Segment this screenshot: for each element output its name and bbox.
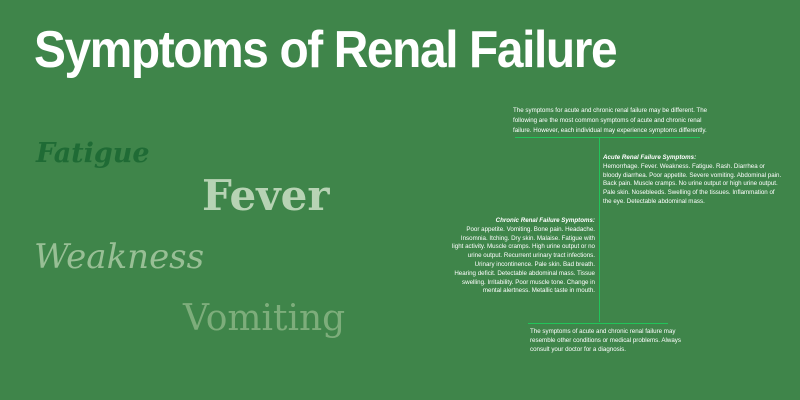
divider-top	[515, 137, 700, 138]
chronic-heading: Chronic Renal Failure Symptoms:	[495, 217, 595, 224]
acute-text: Hemorrhage. Fever. Weakness. Fatigue. Rash. Diarrhea or bloody diarrhea. Poor appetite. Severe vomiting. Abdominal pain. Back pain. Muscle cramps. No urine output or high urine output. Pale skin. Nosebleeds. Swelling of the tissues. Inflammation of the eye. Detectable abdominal mass.	[603, 162, 782, 205]
word-vomiting: Vomiting	[183, 298, 346, 339]
chronic-symptoms	[452, 217, 595, 296]
word-fever: Fever	[202, 171, 330, 220]
outro-text: The symptoms of acute and chronic renal failure may resemble other conditions or medical problems. Always consult your doctor for a diagnosis.	[530, 328, 681, 353]
intro-text: The symptoms for acute and chronic renal failure may be different. The following are the most common symptoms of acute and chronic renal failure. However, each individual may experience symptoms differently.	[513, 107, 708, 134]
word-fatigue: Fatigue	[36, 138, 150, 169]
chronic-text: Poor appetite. Vomiting. Bone pain. Headache. Insomnia. Itching. Dry skin. Malaise. Fatigue with light activity. Muscle cramps. High urine output or no urine output. Recurrent urinary tract infections. Urinary incontinence. Pale skin. Bad breath. Hearing deficit. Detectable abdominal mass. Tissue swelling. Irritability. Poor muscle tone. Change in mental alertness. Metallic taste in mouth.	[452, 225, 595, 295]
page-title: Symptoms of Renal Failure	[34, 21, 617, 79]
acute-heading: Acute Renal Failure Symptoms:	[603, 154, 697, 161]
acute-symptoms	[603, 154, 783, 207]
divider-vertical	[599, 138, 600, 322]
word-weakness: Weakness	[34, 237, 205, 277]
divider-bottom	[528, 323, 668, 324]
